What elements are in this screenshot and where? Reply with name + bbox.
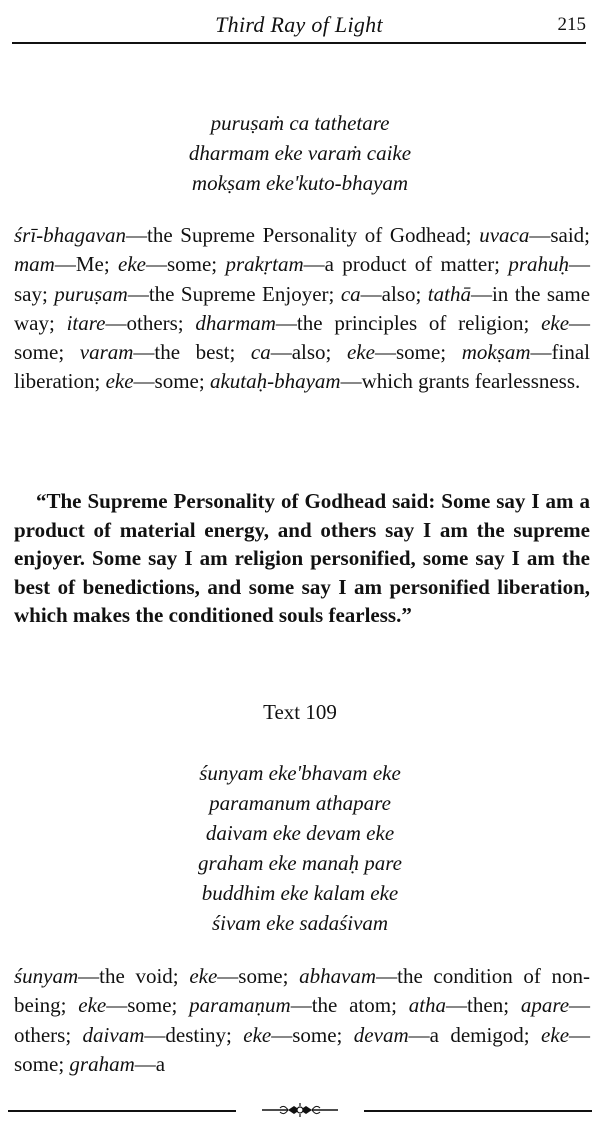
synonym-meaning: some; xyxy=(292,1022,343,1047)
synonym-term: abhavam xyxy=(299,964,377,988)
synonym-term: paramaṇum xyxy=(189,993,291,1018)
verse-109 xyxy=(0,758,600,938)
synonym-dash: — xyxy=(446,993,468,1018)
verse-line: daivam eke devam eke xyxy=(205,821,395,845)
synonym-meaning: said; xyxy=(550,223,591,247)
synonym-term: ca xyxy=(340,281,361,306)
synonym-dash: — xyxy=(105,310,127,335)
synonym-dash: — xyxy=(470,281,492,306)
synonym-meaning: others; xyxy=(14,1022,72,1047)
synonym-dash: — xyxy=(374,340,396,365)
synonym-meaning: the Supreme Personality of Godhead; xyxy=(147,223,472,247)
synonym-meaning: some; xyxy=(14,1051,65,1076)
synonym-term: eke xyxy=(346,340,375,365)
synonym-meaning: the best; xyxy=(154,340,236,365)
synonym-term: tathā xyxy=(427,281,471,306)
synonym-dash: — xyxy=(54,252,76,277)
synonym-meaning: a product of matter; xyxy=(324,252,501,277)
synonym-dash: — xyxy=(133,340,155,365)
fleuron-ornament-icon xyxy=(260,1102,340,1118)
synonym-meaning: some; xyxy=(395,340,447,365)
synonym-dash: — xyxy=(78,964,100,988)
synonym-term: eke xyxy=(189,964,218,988)
page-footer xyxy=(8,1102,592,1118)
verse-line: śunyam eke'bhavam eke xyxy=(199,761,401,785)
synonym-meaning: some; xyxy=(127,993,178,1018)
footer-rule xyxy=(8,1110,236,1112)
verse-line: dharmam eke varaṁ caike xyxy=(188,141,412,165)
synonym-meaning: some; xyxy=(154,369,205,394)
verse-line: mokṣam eke'kuto-bhayam xyxy=(191,171,409,195)
synonym-term: daivam xyxy=(82,1022,145,1047)
synonym-meaning: say; xyxy=(14,281,48,306)
verse-line: puruṣaṁ ca tathetare xyxy=(210,111,390,135)
synonym-dash: — xyxy=(106,993,128,1018)
synonym-term: itare xyxy=(66,310,106,335)
text-heading: Text 109 xyxy=(263,700,337,724)
synonym-term: mokṣam xyxy=(461,340,531,365)
synonym-dash: — xyxy=(134,1051,156,1076)
synonym-meaning: the atom; xyxy=(311,993,397,1018)
synonym-term: eke xyxy=(243,1022,272,1047)
synonym-dash: — xyxy=(529,223,551,247)
synonym-dash: — xyxy=(144,1022,166,1047)
verse-line: buddhim eke kalam eke xyxy=(201,881,399,905)
header-rule xyxy=(12,42,586,44)
synonym-term: graham xyxy=(69,1051,135,1076)
synonym-term: śunyam xyxy=(14,964,79,988)
synonym-meaning: some; xyxy=(14,340,65,365)
synonym-term: prahuḥ xyxy=(508,252,570,277)
synonym-dash: — xyxy=(303,252,325,277)
translation-paragraph: “The Supreme Personality of Godhead said: Some say I am a product of material energy, and others say I am the supreme enjoyer. Some say I am religion personified, some say I am the best of benedictions, and some say I am personified liberation, which makes the conditioned souls fearless.” xyxy=(14,489,590,627)
synonym-dash: — xyxy=(569,252,591,277)
synonym-meaning: which grants fearlessness. xyxy=(361,369,581,394)
synonym-term: prakṛtam xyxy=(225,252,304,277)
synonym-dash: — xyxy=(127,281,149,306)
verse-line: paramanum athapare xyxy=(209,791,391,815)
synonym-term: eke xyxy=(118,252,146,277)
synonym-dash: — xyxy=(145,252,167,277)
running-title: Third Ray of Light xyxy=(215,12,383,37)
synonym-term: eke xyxy=(541,310,570,335)
synonym-meaning: a xyxy=(155,1051,166,1076)
page-number: 215 xyxy=(557,14,586,35)
synonym-meaning: destiny; xyxy=(165,1022,232,1047)
synonym-term: eke xyxy=(105,369,134,394)
synonym-meaning: in the same way; xyxy=(14,281,591,335)
synonym-term: śrī-bhagavan xyxy=(14,223,126,247)
synonym-meaning: a demigod; xyxy=(429,1022,530,1047)
synonym-meaning: the principles of religion; xyxy=(296,310,530,335)
verse-line: śivam eke sadaśivam xyxy=(211,911,389,935)
synonym-term: puruṣam xyxy=(54,281,128,306)
synonym-dash: — xyxy=(569,310,591,335)
synonym-dash: — xyxy=(376,964,398,988)
synonym-dash: — xyxy=(569,993,591,1018)
synonym-dash: — xyxy=(569,1022,591,1047)
synonym-meaning: some; xyxy=(166,252,218,277)
verse-108 xyxy=(0,108,600,198)
synonym-meaning: some; xyxy=(238,964,289,988)
synonym-meaning: also; xyxy=(291,340,332,365)
synonym-meaning: also; xyxy=(381,281,422,306)
synonym-term: dharmam xyxy=(195,310,276,335)
synonym-term: eke xyxy=(541,1022,570,1047)
synonym-dash: — xyxy=(530,340,552,365)
synonym-meaning: Me; xyxy=(75,252,110,277)
synonym-meaning: the void; xyxy=(99,964,179,988)
synonym-dash: — xyxy=(340,369,362,394)
synonym-dash: — xyxy=(133,369,155,394)
synonym-term: devam xyxy=(353,1022,409,1047)
synonym-meaning: then; xyxy=(467,993,510,1018)
synonym-term: atha xyxy=(408,993,447,1018)
synonym-meaning: others; xyxy=(126,310,184,335)
synonym-term: apare xyxy=(520,993,570,1018)
synonyms-paragraph xyxy=(14,221,590,397)
synonym-dash: — xyxy=(217,964,239,988)
synonym-dash: — xyxy=(408,1022,430,1047)
synonym-term: akutaḥ-bhayam xyxy=(209,369,341,394)
synonym-term: varam xyxy=(79,340,134,365)
synonym-term: ca xyxy=(250,340,271,365)
synonym-meaning: the Supreme Enjoyer; xyxy=(148,281,335,306)
synonym-dash: — xyxy=(271,1022,293,1047)
synonym-term: uvaca xyxy=(479,223,530,247)
footer-rule xyxy=(364,1110,592,1112)
synonym-term: eke xyxy=(78,993,107,1018)
synonyms-paragraph-2 xyxy=(14,962,590,1079)
synonym-meaning: the condition of non-being; xyxy=(14,964,591,1018)
synonym-dash: — xyxy=(126,223,147,247)
synonym-dash: — xyxy=(360,281,382,306)
synonym-dash: — xyxy=(290,993,312,1018)
synonym-dash: — xyxy=(275,310,297,335)
running-header xyxy=(12,10,586,40)
synonym-meaning: final liberation; xyxy=(14,340,591,394)
synonym-dash: — xyxy=(270,340,292,365)
synonym-term: mam xyxy=(14,252,55,277)
verse-line: graham eke manaḥ pare xyxy=(198,851,402,875)
